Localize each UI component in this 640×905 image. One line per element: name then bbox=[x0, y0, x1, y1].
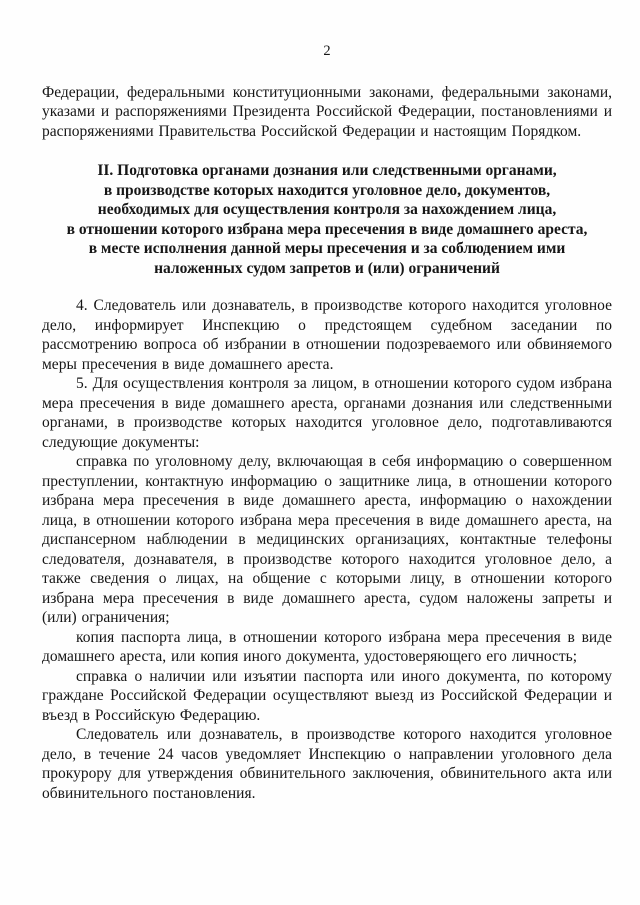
section-heading bbox=[42, 161, 612, 278]
section-heading-line-2: в производстве которых находится уголовное дело, документов, bbox=[103, 181, 551, 199]
paragraph-prosecutor-notification: Следователь или дознаватель, в производстве которого находится уголовное дело, в течение 24 часов уведомляет Инспекцию о направлении уголовного дела прокурору для утверждения обвинительного заключения, обвинительного акта или обвинительного постановления. bbox=[42, 726, 612, 802]
paragraph-item-5: 5. Для осуществления контроля за лицом, в отношении которого судом избрана мера пресечения в виде домашнего ареста, органами дознания или следственными органами, в производстве которых находится уголовное дело, подготавливаются следующие документы: bbox=[42, 375, 612, 451]
paragraph-item-4: 4. Следователь или дознаватель, в производстве которого находится уголовное дело, информирует Инспекцию о предстоящем судебном заседании по рассмотрению вопроса об избрании в отношении подозреваемого или обвиняемого меры пресечения в виде домашнего ареста. bbox=[42, 297, 612, 373]
section-heading-line-3: необходимых для осуществления контроля за нахождением лица, bbox=[97, 201, 557, 218]
paragraph-passport-certificate: справка о наличии или изъятии паспорта или иного документа, по которому граждане Российской Федерации осуществляют выезд из Российской Федерации и въезд в Российскую Федерацию. bbox=[42, 667, 612, 724]
paragraph-passport-copy: копия паспорта лица, в отношении которого избрана мера пресечения в виде домашнего ареста, или копия иного документа, удостоверяющего его личность; bbox=[42, 628, 612, 665]
section-heading-line-1: II. Подготовка органами дознания или следственными органами, bbox=[97, 162, 557, 179]
paragraph-case-certificate: справка по уголовному делу, включающая в себя информацию о совершенном преступлении, контактную информацию о защитнике лица, в отношении которого избрана мера пресечения в виде домашнего ареста, информацию о нахождении лица, в отношении которого избрана мера пресечения в виде домашнего ареста, на диспансерном наблюдении в медицинских организациях, контактные телефоны следователя, дознавателя, в производстве которого находится уголовное дело, а также сведения о лицах, на общение с которыми лицу, в отношении которого избрана мера пресечения в виде домашнего ареста, судом наложены запреты и (или) ограничения; bbox=[42, 453, 612, 626]
page-number: 2 bbox=[323, 43, 331, 59]
section-heading-line-6: наложенных судом запретов и (или) ограничений bbox=[154, 259, 500, 277]
section-heading-line-4: в отношении которого избрана мера пресечения в виде домашнего ареста, bbox=[66, 220, 588, 238]
continuation-paragraph: Федерации, федеральными конституционными законами, федеральными законами, указами и распоряжениями Президента Российской Федерации, постановлениями и распоряжениями Правительства Российской Федерации и настоящим Порядком. bbox=[42, 83, 612, 140]
section-heading-line-5: в месте исполнения данной меры пресечения и за соблюдением ими bbox=[88, 240, 566, 257]
